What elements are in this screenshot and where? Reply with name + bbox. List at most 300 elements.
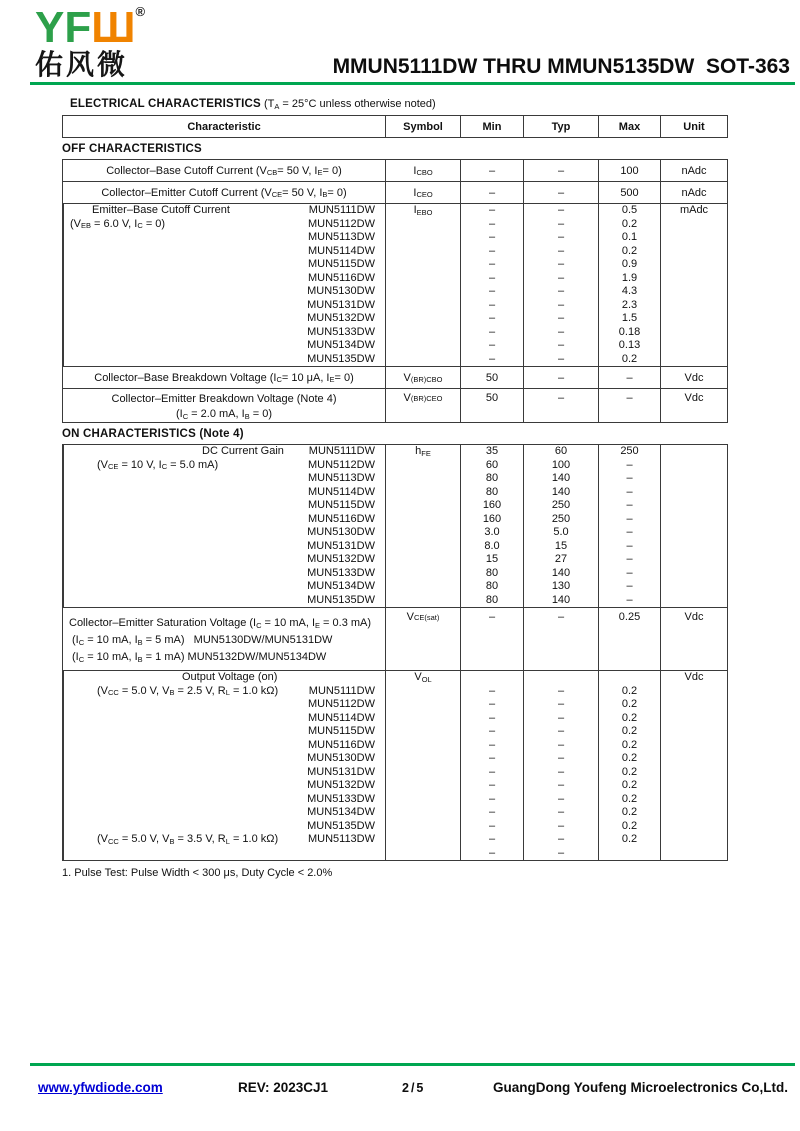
symbol-cell: I $_{CEO}$: [385, 182, 460, 203]
min-cell: 160: [460, 513, 523, 527]
max-cell: [598, 671, 660, 685]
typ-cell: –: [523, 820, 598, 834]
typ-cell: 250: [523, 499, 598, 513]
typ-cell: –: [523, 739, 598, 753]
min-cell: 60: [460, 459, 523, 473]
typ-cell: –: [523, 160, 598, 181]
device-line: [63, 833, 727, 847]
typ-cell: –: [523, 299, 598, 313]
device-name: [375, 671, 385, 685]
typ-cell: 140: [523, 594, 598, 608]
min-cell: –: [460, 204, 523, 218]
symbol-cell: [385, 698, 460, 712]
unit-cell: [660, 218, 727, 232]
device-name: MUN5135DW: [307, 819, 375, 832]
max-cell: 0.2: [598, 752, 660, 766]
device-name: MUN5115DW: [307, 499, 375, 511]
device-name: MUN5111DW: [308, 204, 375, 216]
masthead: [0, 0, 800, 82]
min-cell: –: [460, 299, 523, 313]
typ-cell: –: [523, 608, 598, 670]
typ-cell: 100: [523, 459, 598, 473]
max-cell: 0.2: [598, 820, 660, 834]
unit-cell: [660, 299, 727, 313]
device-name: MUN5112DW: [307, 698, 375, 710]
symbol-cell: [385, 553, 460, 567]
min-cell: –: [460, 258, 523, 272]
device-line: [63, 285, 727, 299]
unit-cell: [660, 459, 727, 473]
device-line: [63, 353, 727, 367]
characteristic-label: ($V_{CC} = 5.0$ V, $V_B = 2.5$ V, $R_L = 1.0$ kΩ): [97, 684, 279, 698]
symbol-cell: [385, 499, 460, 513]
max-cell: 0.25: [598, 608, 660, 670]
typ-cell: –: [523, 752, 598, 766]
min-cell: –: [460, 353, 523, 367]
col-header-characteristic: Characteristic: [187, 120, 261, 133]
min-cell: 80: [460, 567, 523, 581]
symbol-cell: [385, 299, 460, 313]
symbol-cell: V $_{(BR)CBO}$: [385, 367, 460, 388]
unit-cell: [660, 312, 727, 326]
device-name: MUN5133DW: [307, 325, 375, 338]
unit-cell: [660, 513, 727, 527]
heading-condition: ($T_A = 25^\circ C$ unless otherwise noted): [260, 98, 436, 111]
min-cell: –: [460, 712, 523, 726]
typ-cell: –: [523, 793, 598, 807]
unit-cell: [660, 806, 727, 820]
typ-cell: –: [523, 326, 598, 340]
min-cell: 8.0: [460, 540, 523, 554]
characteristic-cell: [63, 389, 385, 422]
symbol-cell: [385, 580, 460, 594]
typ-cell: –: [523, 339, 598, 353]
typ-cell: –: [523, 182, 598, 203]
symbol-cell: [385, 526, 460, 540]
max-cell: 0.2: [598, 353, 660, 367]
characteristic-label: DC Current Gain: [202, 445, 284, 457]
max-cell: 0.2: [598, 698, 660, 712]
characteristic-cell: [63, 712, 385, 726]
characteristic-cell: [63, 779, 385, 793]
characteristic-cell: [63, 847, 385, 861]
page-title: MMUN5111DW THRU MMUN5135DW SOT-363: [332, 55, 790, 78]
unit-cell: [660, 231, 727, 245]
typ-cell: –: [523, 218, 598, 232]
symbol-cell: [385, 766, 460, 780]
typ-cell: –: [523, 231, 598, 245]
unit-cell: [660, 712, 727, 726]
device-line: [63, 272, 727, 286]
min-cell: 15: [460, 553, 523, 567]
unit-cell: [660, 353, 727, 367]
symbol-cell: [385, 459, 460, 473]
device-line: [63, 540, 727, 554]
device-line: [63, 513, 727, 527]
device-name: MUN5131DW: [307, 765, 375, 778]
max-cell: 4.3: [598, 285, 660, 299]
device-line: [63, 312, 727, 326]
typ-cell: 27: [523, 553, 598, 567]
symbol-cell: [385, 752, 460, 766]
max-cell: –: [598, 526, 660, 540]
max-cell: 0.2: [598, 779, 660, 793]
min-cell: –: [460, 766, 523, 780]
unit-cell: [660, 285, 727, 299]
characteristic-cell: [63, 820, 385, 834]
characteristic-cell: [63, 698, 385, 712]
col-header-min: Min: [460, 116, 523, 137]
max-cell: 0.2: [598, 793, 660, 807]
min-cell: –: [460, 272, 523, 286]
min-cell: –: [460, 182, 523, 203]
footer-green-rule: [30, 1063, 795, 1066]
symbol-cell: [385, 793, 460, 807]
device-name: MUN5111DW: [308, 445, 375, 457]
page-number: 2/5: [402, 1081, 426, 1095]
company-name: GuangDong Youfeng Microelectronics Co,Ltd.: [492, 1080, 788, 1095]
typ-cell: 60: [523, 445, 598, 459]
characteristic-cell: Collector–Base Breakdown Voltage (I $_C$ = 10 μA, I $_E$ = 0): [94, 371, 354, 384]
symbol-cell: [385, 847, 460, 861]
row-collector-base-breakdown-voltage: [63, 366, 727, 388]
row-collector-emitter-saturation-voltage: [63, 607, 727, 670]
symbol-cell: $h_{FE}$: [385, 445, 460, 459]
typ-cell: 130: [523, 580, 598, 594]
max-cell: –: [598, 459, 660, 473]
device-name: MUN5112DW: [307, 217, 375, 230]
unit-cell: [660, 258, 727, 272]
typ-cell: –: [523, 685, 598, 699]
device-name: MUN5116DW: [307, 512, 375, 525]
characteristic-cell: [63, 245, 385, 259]
characteristic-cell: [63, 204, 385, 218]
typ-cell: –: [523, 725, 598, 739]
max-cell: –: [598, 367, 660, 388]
typ-cell: –: [523, 698, 598, 712]
typ-cell: –: [523, 847, 598, 861]
min-cell: –: [460, 285, 523, 299]
min-cell: –: [460, 752, 523, 766]
typ-cell: 140: [523, 567, 598, 581]
typ-cell: –: [523, 833, 598, 847]
device-name: MUN5132DW: [307, 553, 375, 565]
characteristic-cell: [63, 540, 385, 554]
characteristic-cell: [63, 833, 385, 847]
symbol-cell: [385, 739, 460, 753]
device-line: [63, 245, 727, 259]
min-cell: –: [460, 685, 523, 699]
electrical-characteristics-heading: [70, 98, 800, 110]
max-cell: –: [598, 594, 660, 608]
characteristic-cell: [63, 580, 385, 594]
typ-cell: 15: [523, 540, 598, 554]
characteristic-cell: [63, 272, 385, 286]
website-link[interactable]: www.yfwdiode.com: [38, 1080, 163, 1095]
symbol-cell: [385, 326, 460, 340]
min-cell: 80: [460, 594, 523, 608]
device-name: MUN5130DW: [307, 285, 375, 297]
unit-cell: [660, 486, 727, 500]
device-name: [375, 847, 385, 861]
typ-cell: –: [523, 312, 598, 326]
max-cell: 0.18: [598, 326, 660, 340]
device-name: MUN5115DW: [307, 258, 375, 270]
symbol-cell: [385, 339, 460, 353]
min-cell: –: [460, 160, 523, 181]
characteristic-cell: [63, 806, 385, 820]
device-line: [63, 580, 727, 594]
characteristic-cell: [63, 258, 385, 272]
max-cell: 0.2: [598, 218, 660, 232]
device-name: MUN5134DW: [307, 580, 375, 592]
unit-cell: [660, 779, 727, 793]
row-output-voltage-on: [63, 670, 727, 860]
unit-cell: [660, 526, 727, 540]
typ-cell: –: [523, 245, 598, 259]
device-name: MUN5114DW: [307, 244, 375, 257]
max-cell: –: [598, 389, 660, 422]
device-name: MUN5113DW: [307, 833, 375, 845]
min-cell: –: [460, 725, 523, 739]
device-name: MUN5114DW: [307, 711, 375, 724]
device-line: [63, 725, 727, 739]
min-cell: 3.0: [460, 526, 523, 540]
device-line: [63, 698, 727, 712]
max-cell: 1.9: [598, 272, 660, 286]
max-cell: 0.2: [598, 766, 660, 780]
unit-cell: [660, 793, 727, 807]
off-characteristics-label: OFF CHARACTERISTICS: [62, 143, 202, 155]
unit-cell: [660, 833, 727, 847]
logo-yf-text: YF: [35, 3, 92, 52]
symbol-cell: $V_{OL}$: [385, 671, 460, 685]
characteristic-cell: Collector–Base Cutoff Current (V $_{CB}$ = 50 V, I $_E$ = 0): [106, 164, 342, 177]
pulse-test-footnote: 1. Pulse Test: Pulse Width < 300 μs, Duty Cycle < 2.0%: [62, 867, 333, 879]
symbol-cell: V $_{CE(sat)}$: [385, 608, 460, 670]
typ-cell: 5.0: [523, 526, 598, 540]
revision-label: REV: 2023CJ1: [238, 1080, 329, 1095]
characteristic-cell: [63, 725, 385, 739]
characteristic-cell: [63, 299, 385, 313]
characteristic-line2: ($I_C = 10$ mA, $I_B = 5$ mA) MUN5130DW/MUN5131DW: [72, 634, 333, 647]
typ-cell: 140: [523, 472, 598, 486]
min-cell: [460, 671, 523, 685]
symbol-cell: [385, 258, 460, 272]
logo-w-glyph: Ш: [91, 3, 136, 52]
unit-cell: [660, 567, 727, 581]
max-cell: –: [598, 540, 660, 554]
typ-cell: [523, 671, 598, 685]
characteristic-cell: [63, 594, 385, 608]
logo-wordmark: [35, 0, 145, 50]
max-cell: –: [598, 567, 660, 581]
device-name: MUN5133DW: [307, 566, 375, 579]
typ-cell: –: [523, 766, 598, 780]
device-line: [63, 231, 727, 245]
characteristic-cell: [63, 739, 385, 753]
page-footer: [0, 1063, 800, 1110]
symbol-cell: V $_{(BR)CEO}$: [385, 389, 460, 422]
device-line: [63, 499, 727, 513]
device-name: MUN5134DW: [307, 339, 375, 351]
heading-main: ELECTRICAL CHARACTERISTICS: [70, 98, 261, 110]
device-line: [63, 526, 727, 540]
max-cell: 0.5: [598, 204, 660, 218]
symbol-cell: [385, 685, 460, 699]
characteristic-cell: [63, 353, 385, 367]
min-cell: 50: [460, 367, 523, 388]
max-cell: –: [598, 553, 660, 567]
characteristic-cell: [63, 472, 385, 486]
characteristic-cell: [63, 752, 385, 766]
symbol-cell: [385, 594, 460, 608]
device-name: MUN5116DW: [307, 271, 375, 284]
symbol-cell: [385, 245, 460, 259]
max-cell: 0.13: [598, 339, 660, 353]
min-cell: –: [460, 779, 523, 793]
symbol-cell: [385, 472, 460, 486]
min-cell: –: [460, 231, 523, 245]
device-name: MUN5132DW: [307, 779, 375, 791]
min-cell: –: [460, 312, 523, 326]
characteristic-cell: [63, 499, 385, 513]
device-line: [63, 218, 727, 232]
symbol-cell: [385, 285, 460, 299]
min-cell: –: [460, 739, 523, 753]
min-cell: –: [460, 793, 523, 807]
unit-cell: [660, 820, 727, 834]
unit-cell: [660, 499, 727, 513]
symbol-cell: I $_{CBO}$: [385, 160, 460, 181]
unit-cell: [660, 766, 727, 780]
footer-row: [0, 1080, 800, 1110]
characteristic-cell: Collector–Emitter Cutoff Current (V $_{CE}$ = 50 V, I $_B$ = 0): [101, 186, 347, 199]
min-cell: –: [460, 326, 523, 340]
symbol-cell: [385, 820, 460, 834]
typ-cell: –: [523, 204, 598, 218]
unit-cell: [660, 472, 727, 486]
unit-cell: nAdc: [660, 160, 727, 181]
device-line: [63, 739, 727, 753]
device-line: [63, 820, 727, 834]
on-characteristics-table: [62, 444, 728, 861]
device-line: [63, 847, 727, 861]
min-cell: –: [460, 820, 523, 834]
device-line: [63, 567, 727, 581]
symbol-cell: [385, 806, 460, 820]
unit-cell: [660, 698, 727, 712]
characteristic-line2: ($I_C = 2.0$ mA, $I_B = 0$): [175, 408, 272, 421]
max-cell: 0.9: [598, 258, 660, 272]
characteristic-cell: [63, 459, 385, 473]
min-cell: –: [460, 608, 523, 670]
col-header-typ: Typ: [523, 116, 598, 137]
symbol-cell: [385, 486, 460, 500]
min-cell: –: [460, 847, 523, 861]
characteristic-cell: [63, 671, 385, 685]
row-collector-emitter-breakdown-voltage: [63, 388, 727, 422]
characteristic-label: ($V_{EB} = 6.0$ V, $I_C = 0$): [70, 217, 166, 231]
unit-cell: nAdc: [660, 182, 727, 203]
characteristic-cell: [63, 513, 385, 527]
max-cell: 0.1: [598, 231, 660, 245]
unit-cell: Vdc: [660, 367, 727, 388]
max-cell: 0.2: [598, 712, 660, 726]
characteristic-cell: [63, 312, 385, 326]
characteristic-cell: [63, 793, 385, 807]
device-name: MUN5113DW: [307, 231, 375, 243]
symbol-cell: [385, 833, 460, 847]
symbol-cell: [385, 218, 460, 232]
characteristic-cell: [63, 486, 385, 500]
symbol-cell: [385, 779, 460, 793]
row-collector-base-cutoff-current: [63, 160, 727, 181]
characteristic-line1: Collector–Emitter Saturation Voltage ($I_C = 10$ mA, $I_E = 0.3$ mA): [69, 617, 372, 630]
device-line: [63, 326, 727, 340]
min-cell: –: [460, 218, 523, 232]
min-cell: 160: [460, 499, 523, 513]
characteristic-label: Output Voltage (on): [182, 671, 278, 683]
unit-cell: [660, 580, 727, 594]
symbol-cell: [385, 567, 460, 581]
max-cell: 1.5: [598, 312, 660, 326]
characteristic-cell: [63, 231, 385, 245]
yfw-logo: [35, 0, 145, 80]
device-line: [63, 779, 727, 793]
unit-cell: [660, 326, 727, 340]
device-line: [63, 445, 727, 459]
unit-cell: Vdc: [660, 671, 727, 685]
typ-cell: –: [523, 353, 598, 367]
max-cell: –: [598, 499, 660, 513]
symbol-cell: [385, 712, 460, 726]
logo-chinese-name: 佑风微: [35, 49, 129, 80]
typ-cell: –: [523, 806, 598, 820]
unit-cell: [660, 245, 727, 259]
max-cell: [598, 847, 660, 861]
min-cell: –: [460, 806, 523, 820]
symbol-cell: [385, 540, 460, 554]
symbol-cell: [385, 725, 460, 739]
on-characteristics-label: ON CHARACTERISTICS (Note 4): [62, 428, 244, 440]
device-name: MUN5111DW: [308, 684, 375, 697]
device-name: MUN5132DW: [307, 312, 375, 324]
unit-cell: [660, 445, 727, 459]
device-line: [63, 671, 727, 685]
device-line: [63, 806, 727, 820]
characteristic-cell: [63, 326, 385, 340]
min-cell: –: [460, 698, 523, 712]
row-emitter-base-cutoff-current: [63, 203, 727, 366]
max-cell: –: [598, 580, 660, 594]
device-name: MUN5135DW: [307, 593, 375, 606]
device-line: [63, 339, 727, 353]
device-name: MUN5134DW: [307, 806, 375, 818]
typ-cell: –: [523, 389, 598, 422]
col-header-max: Max: [598, 116, 660, 137]
typ-cell: –: [523, 272, 598, 286]
unit-cell: [660, 685, 727, 699]
max-cell: 2.3: [598, 299, 660, 313]
characteristic-line3: ($I_C = 10$ mA, $I_B = 1$ mA) MUN5132DW/MUN5134DW: [72, 651, 327, 664]
characteristic-label: Emitter–Base Cutoff Current: [92, 204, 230, 216]
col-header-unit: Unit: [660, 116, 727, 137]
characteristic-line1: Collector–Emitter Breakdown Voltage (Note 4): [111, 393, 337, 405]
max-cell: –: [598, 486, 660, 500]
device-name: MUN5135DW: [307, 352, 375, 365]
row-dc-current-gain: [63, 445, 727, 607]
